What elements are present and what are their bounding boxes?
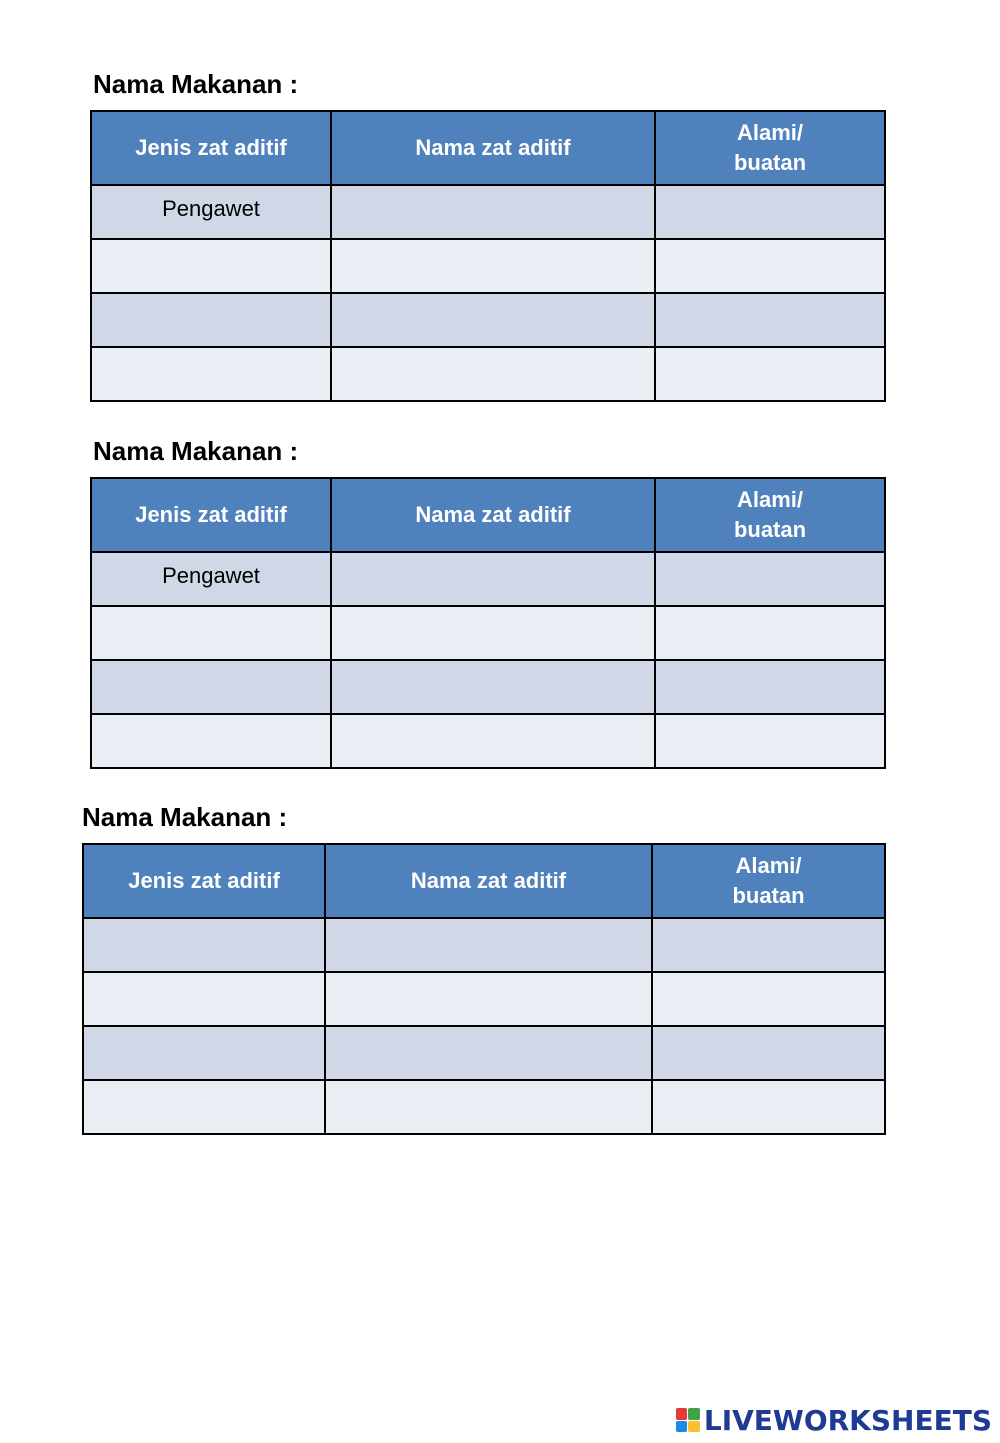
table-header-row: [83, 844, 885, 918]
input-cell-natural-artificial[interactable]: [652, 1026, 885, 1080]
input-cell-natural-artificial[interactable]: [652, 972, 885, 1026]
cell-additive-type: Pengawet: [91, 552, 331, 606]
header-additive-type: Jenis zat aditif: [91, 111, 331, 185]
table-row: [91, 660, 885, 714]
input-cell-natural-artificial[interactable]: [655, 239, 885, 293]
input-cell-additive-name[interactable]: [331, 185, 655, 239]
table-row: [83, 1080, 885, 1134]
input-cell-additive-type[interactable]: [83, 918, 325, 972]
header-natural-artificial-text: Alami/ buatan: [733, 487, 807, 542]
input-cell-natural-artificial[interactable]: [655, 293, 885, 347]
additive-table-3: [82, 843, 886, 1135]
input-cell-additive-type[interactable]: [91, 293, 331, 347]
input-cell-natural-artificial[interactable]: [655, 606, 885, 660]
input-cell-additive-name[interactable]: [331, 552, 655, 606]
input-cell-additive-name[interactable]: [325, 1026, 652, 1080]
input-cell-additive-type[interactable]: [91, 660, 331, 714]
table-row: [83, 918, 885, 972]
worksheet-section-2: [90, 435, 886, 769]
table-row: [91, 714, 885, 768]
input-cell-natural-artificial[interactable]: [655, 660, 885, 714]
input-cell-additive-type[interactable]: [91, 239, 331, 293]
liveworksheets-logo: [676, 1403, 992, 1437]
input-cell-natural-artificial[interactable]: [655, 185, 885, 239]
table-row: [91, 239, 885, 293]
input-cell-additive-type[interactable]: [83, 972, 325, 1026]
input-cell-additive-name[interactable]: [325, 1080, 652, 1134]
table-row: [91, 347, 885, 401]
liveworksheets-logo-icon: [676, 1408, 700, 1432]
additive-table-1: [90, 110, 886, 402]
input-cell-natural-artificial[interactable]: [655, 552, 885, 606]
header-additive-type: Jenis zat aditif: [91, 478, 331, 552]
input-cell-additive-type[interactable]: [91, 714, 331, 768]
table-row: [83, 1026, 885, 1080]
table-row: [83, 972, 885, 1026]
header-natural-artificial-text: Alami/ buatan: [733, 120, 807, 175]
input-cell-additive-type[interactable]: [83, 1080, 325, 1134]
food-name-label: Nama Makanan :: [93, 436, 299, 466]
table-row: [91, 185, 885, 239]
input-cell-additive-name[interactable]: [331, 606, 655, 660]
header-natural-artificial-text: Alami/ buatan: [732, 853, 805, 908]
header-additive-name: Nama zat aditif: [331, 111, 655, 185]
input-cell-additive-name[interactable]: [331, 347, 655, 401]
logo-text: LIVEWORKSHEETS: [703, 1403, 992, 1437]
input-cell-additive-name[interactable]: [325, 918, 652, 972]
food-name-label: Nama Makanan :: [93, 69, 299, 99]
cell-additive-type: Pengawet: [91, 185, 331, 239]
worksheet-section-3: [82, 801, 886, 1135]
input-cell-natural-artificial[interactable]: [652, 918, 885, 972]
input-cell-additive-name[interactable]: [325, 972, 652, 1026]
input-cell-additive-type[interactable]: [91, 347, 331, 401]
table-row: [91, 293, 885, 347]
food-name-label: Nama Makanan :: [82, 802, 288, 832]
input-cell-natural-artificial[interactable]: [652, 1080, 885, 1134]
additive-table-2: [90, 477, 886, 769]
input-cell-additive-name[interactable]: [331, 660, 655, 714]
header-natural-artificial: [655, 478, 885, 552]
input-cell-additive-type[interactable]: [91, 606, 331, 660]
input-cell-natural-artificial[interactable]: [655, 714, 885, 768]
worksheet-section-1: [90, 68, 886, 402]
header-additive-type: Jenis zat aditif: [83, 844, 325, 918]
header-additive-name: Nama zat aditif: [331, 478, 655, 552]
input-cell-additive-type[interactable]: [83, 1026, 325, 1080]
header-additive-name: Nama zat aditif: [325, 844, 652, 918]
input-cell-additive-name[interactable]: [331, 293, 655, 347]
input-cell-additive-name[interactable]: [331, 714, 655, 768]
table-header-row: [91, 478, 885, 552]
table-row: [91, 606, 885, 660]
table-row: [91, 552, 885, 606]
table-header-row: [91, 111, 885, 185]
input-cell-natural-artificial[interactable]: [655, 347, 885, 401]
input-cell-additive-name[interactable]: [331, 239, 655, 293]
header-natural-artificial: [652, 844, 885, 918]
header-natural-artificial: [655, 111, 885, 185]
